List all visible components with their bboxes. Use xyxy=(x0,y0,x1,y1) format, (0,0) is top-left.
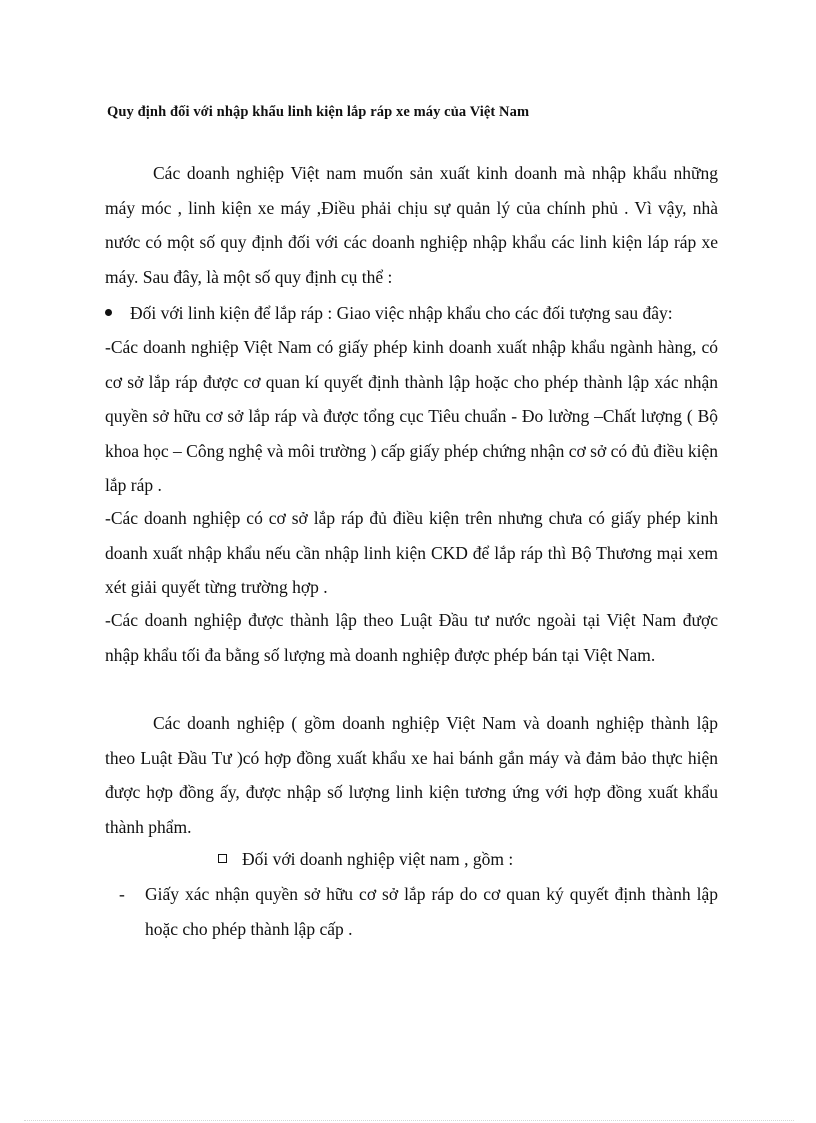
square-item-text: Đối với doanh nghiệp việt nam , gồm : xyxy=(242,849,514,869)
square-list-item xyxy=(218,842,513,877)
paragraph-vietnam-enterprises: -Các doanh nghiệp Việt Nam có giấy phép kinh doanh xuất nhập khẩu ngành hàng, có cơ sở lắp ráp được cơ quan kí quyết định thành lập hoặc cho phép thành lập xác nhận quyền sở hữu cơ sở lắp ráp và được tổng cục Tiêu chuẩn - Đo lường –Chất lượng ( Bộ khoa học – Công nghệ và môi trường ) cấp giấy phép chứng nhận cơ sở có đủ điều kiện lắp ráp . xyxy=(105,337,718,495)
paragraph-foreign-investment-enterprises: -Các doanh nghiệp được thành lập theo Luật Đầu tư nước ngoài tại Việt Nam được nhập khẩu tối đa bằng số lượng mà doanh nghiệp được phép bán tại Việt Nam. xyxy=(105,610,718,665)
bullet-list-item xyxy=(105,296,718,331)
bullet-icon xyxy=(105,309,112,316)
dash-bullet: - xyxy=(119,884,125,904)
paragraph-export-contracts: Các doanh nghiệp ( gồm doanh nghiệp Việt Nam và doanh nghiệp thành lập theo Luật Đầu Tư )có hợp đồng xuất khẩu xe hai bánh gắn máy và đảm bảo thực hiện được hợp đồng ấy, được nhập số lượng linh kiện tương ứng với hợp đồng xuất khẩu thành phẩm. xyxy=(105,713,718,837)
square-bullet-icon xyxy=(218,854,227,863)
page-bottom-divider xyxy=(24,1120,794,1121)
document-title: Quy định đối với nhập khẩu linh kiện lắp ráp xe máy của Việt Nam xyxy=(107,104,530,120)
dash-list-item-text: Giấy xác nhận quyền sở hữu cơ sở lắp ráp do cơ quan ký quyết định thành lập hoặc cho phép thành lập cấp . xyxy=(145,884,718,939)
paragraph-qualified-enterprises: -Các doanh nghiệp có cơ sở lắp ráp đủ điều kiện trên nhưng chưa có giấy phép kinh doanh xuất nhập khẩu nếu cần nhập linh kiện CKD để lắp ráp thì Bộ Thương mại xem xét giải quyết từng trường hợp . xyxy=(105,508,718,597)
intro-paragraph: Các doanh nghiệp Việt nam muốn sản xuất kinh doanh mà nhập khẩu những máy móc , linh kiện xe máy ,Điều phải chịu sự quản lý của chính phủ . Vì vậy, nhà nước có một số quy định đối với các doanh nghiệp nhập khẩu các linh kiện láp ráp xe máy. Sau đây, là một số quy định cụ thể : xyxy=(105,163,718,287)
bullet-item-text: Đối với linh kiện để lắp ráp : Giao việc nhập khẩu cho các đối tượng sau đây: xyxy=(130,303,673,323)
